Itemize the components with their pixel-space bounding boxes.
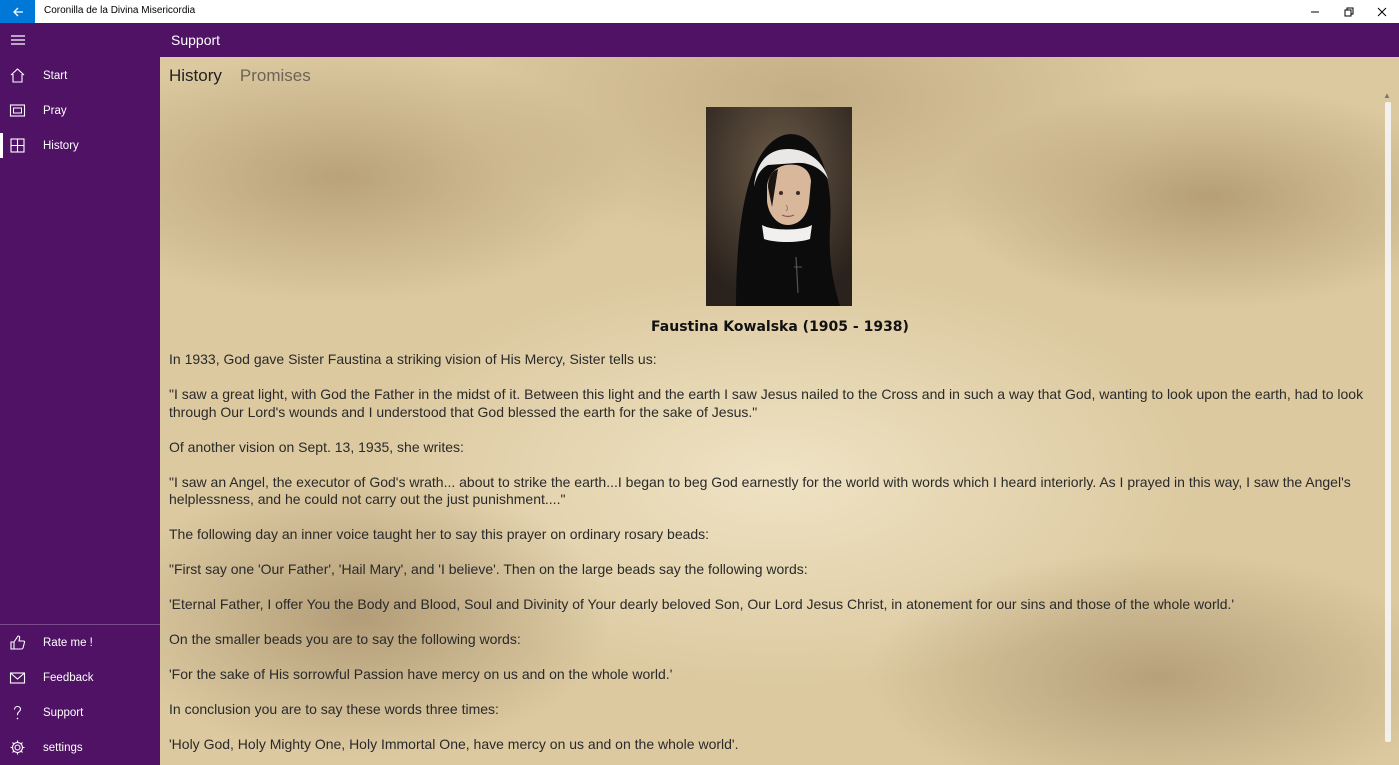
question-icon [9,704,26,721]
tab-bar [169,66,311,86]
restore-icon [1344,7,1354,17]
paragraph: "I saw an Angel, the executor of God's wrath... about to strike the earth...I began to beg God earnestly for the world with words which I heard interiorly. As I prayed in this way, I saw the Angel's helplessness, and he could not carry out the just punishment...." [169,473,1351,507]
nun-portrait-illustration [706,107,852,306]
sidebar-item-label: Support [43,706,84,719]
sidebar-item-support[interactable] [0,695,160,730]
scroll-up-icon[interactable]: ▲ [1383,91,1391,100]
portrait-image [706,107,852,306]
slideshow-icon [9,102,26,119]
paragraph: In 1933, God gave Sister Faustina a striking vision of His Mercy, Sister tells us: [169,351,657,367]
portrait-caption: Faustina Kowalska (1905 - 1938) [651,319,909,335]
minimize-icon [1310,7,1320,17]
app-header [0,23,1399,57]
minimize-button[interactable] [1298,0,1332,23]
sidebar [0,57,160,765]
sidebar-item-label: History [43,139,79,152]
tab-history[interactable]: History [169,66,222,85]
hamburger-button[interactable] [0,23,35,57]
sidebar-item-label: Rate me ! [43,636,93,649]
paragraph: 'Holy God, Holy Mighty One, Holy Immortal One, have mercy on us and on the whole world'. [169,736,739,752]
vertical-scrollbar[interactable] [1381,90,1393,765]
grid-icon [9,137,26,154]
paragraph: 'For the sake of His sorrowful Passion have mercy on us and on the whole world.' [169,666,673,682]
home-icon [9,67,26,84]
hamburger-icon [10,34,26,46]
paragraph: 'Eternal Father, I offer You the Body and Blood, Soul and Divinity of Your dearly beloved Son, Our Lord Jesus Christ, in atonement for our sins and those of the whole world.' [169,596,1235,612]
sidebar-item-label: settings [43,741,83,754]
sidebar-item-start[interactable] [0,58,160,93]
close-icon [1377,7,1387,17]
scroll-thumb[interactable] [1385,102,1391,742]
title-bar [0,0,1399,23]
thumbs-up-icon [9,634,26,651]
restore-button[interactable] [1332,0,1366,23]
sidebar-item-pray[interactable] [0,93,160,128]
paragraph: In conclusion you are to say these words three times: [169,701,499,717]
paragraph: The following day an inner voice taught her to say this prayer on ordinary rosary beads: [169,526,710,542]
gear-icon [9,739,26,756]
sidebar-item-settings[interactable] [0,730,160,765]
paragraph: Of another vision on Sept. 13, 1935, she writes: [169,438,464,455]
sidebar-item-history[interactable] [0,128,160,163]
app-title: Coronilla de la Divina Misericordia [44,5,196,16]
sidebar-item-label: Pray [43,104,67,117]
paragraph: "First say one 'Our Father', 'Hail Mary', and 'I believe'. Then on the large beads say the following words: [169,561,808,577]
sidebar-item-label: Start [43,69,68,82]
paragraph: "I saw a great light, with God the Father in the midst of it. Between this light and the earth I saw Jesus nailed to the Cross and in such a way that God, wanting to look upon the earth, had to look through Our Lord's wounds and I understood that God blessed the earth for the sake of Jesus." [169,386,1364,420]
sidebar-item-rate[interactable] [0,625,160,660]
history-article [169,351,1374,765]
main-content [160,57,1399,765]
sidebar-item-label: Feedback [43,671,94,684]
back-arrow-icon [12,6,24,18]
mail-icon [9,669,26,686]
back-button[interactable] [0,0,35,23]
sidebar-item-feedback[interactable] [0,660,160,695]
tab-promises[interactable]: Promises [239,66,311,85]
page-title: Support [171,32,221,48]
paragraph: On the smaller beads you are to say the following words: [169,631,521,647]
close-button[interactable] [1365,0,1399,23]
